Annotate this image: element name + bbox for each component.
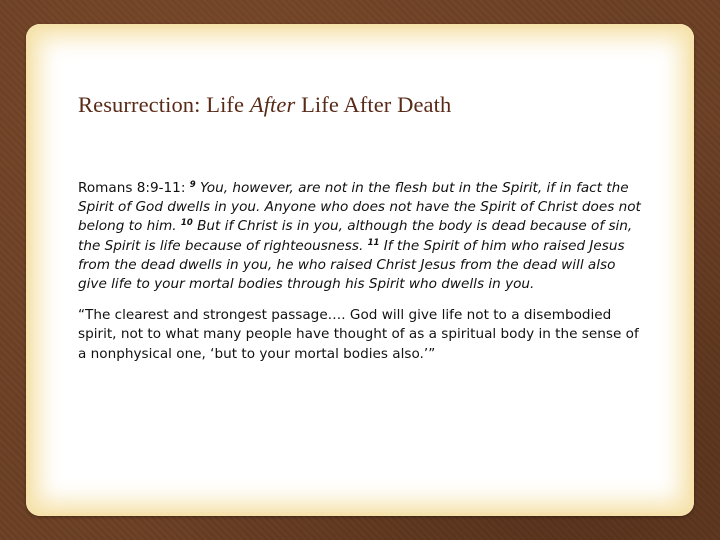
slide-title [78,92,451,118]
verse-text: If the Spirit of him who raised Jesus from the dead dwells in you, he who raised Christ Jesus from the dead will also give life to your mortal bodies through his Spirit who dwells in you. [78,237,625,293]
scripture-paragraph [78,179,646,294]
title-part-1: Resurrection: Life [78,92,250,117]
title-part-2: Life After Death [295,92,452,117]
quote-paragraph: “The clearest and strongest passage…. God will give life not to a disembodied spirit, not to what many people have thought of as a spiritual body in the sense of a nonphysical one, ‘but to your mortal bodies also.’” [78,307,639,362]
verse-number: 9 [189,180,196,190]
scripture-reference: Romans 8:9-11: [78,180,190,196]
verse-number: 11 [367,237,380,248]
verse-text: You, however, are not in the flesh but in the Spirit, if in fact the Spirit of God dwells in you. Anyone who does not have the Spirit of Christ does not belong to him. [78,180,641,235]
title-emphasis: After [249,92,296,117]
slide-body [78,179,646,376]
verse-number: 10 [180,218,193,229]
verse-text: But if Christ is in you, although the body is dead because of sin, the Spirit is life because of righteousness. [78,218,633,254]
slide [26,24,694,516]
